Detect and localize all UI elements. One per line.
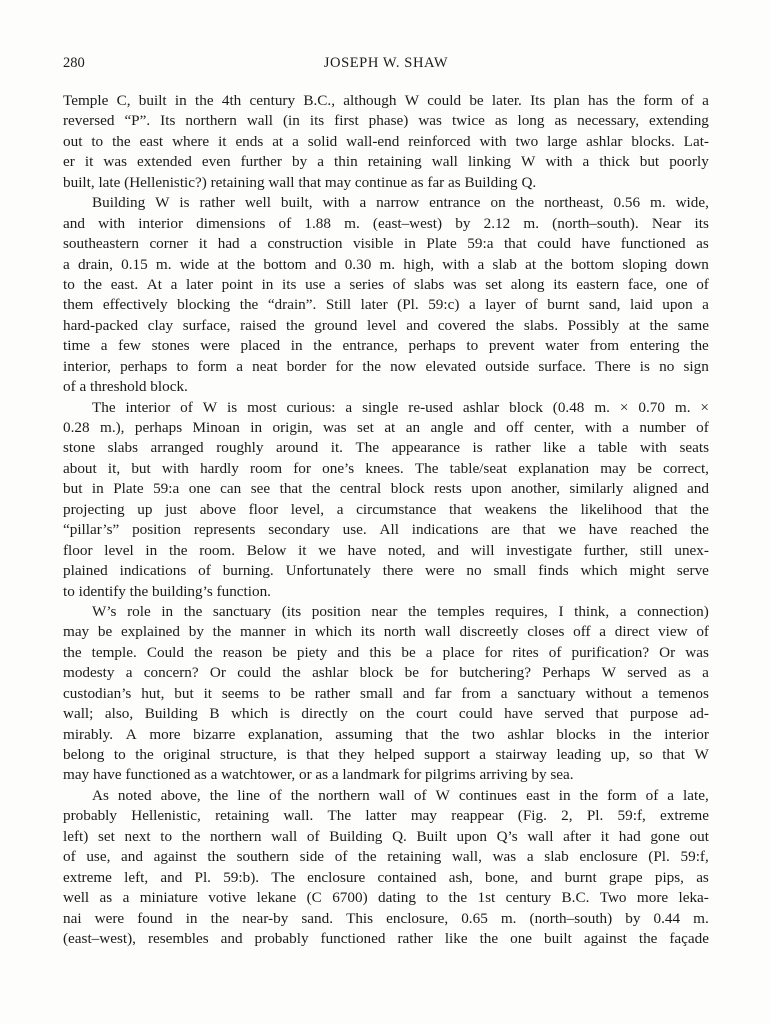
- text-line: hard-packed clay surface, raised the ground level and covered the slabs. Possibly at the same: [63, 316, 709, 334]
- text-line: a drain, 0.15 m. wide at the bottom and 0.30 m. high, with a slab at the bottom sloping down: [63, 255, 709, 273]
- text-line: mirably. A more bizarre explanation, assuming that the two ashlar blocks in the interior: [63, 725, 709, 743]
- text-line: to the east. At a later point in its use a series of slabs was set along its eastern face, one of: [63, 275, 709, 293]
- text-line: Building W is rather well built, with a narrow entrance on the northeast, 0.56 m. wide,: [92, 194, 709, 212]
- text-line: to identify the building’s function.: [63, 582, 271, 600]
- text-line: W’s role in the sanctuary (its position near the temples requires, I think, a connection): [92, 602, 709, 620]
- text-line: well as a miniature votive lekane (C 6700) dating to the 1st century B.C. Two more leka-: [63, 889, 709, 907]
- text-line: wall; also, Building B which is directly on the court could have served that purpose ad-: [63, 705, 709, 723]
- page-number: 280: [63, 55, 85, 71]
- text-line: floor level in the room. Below it we have noted, and will investigate further, still unex-: [63, 541, 709, 559]
- text-line: Temple C, built in the 4th century B.C., although W could be later. Its plan has the form of a: [63, 92, 709, 109]
- text-line: custodian’s hut, but it seems to be rather small and far from a sanctuary without a temenos: [63, 684, 709, 702]
- text-line: stone slabs arranged roughly around it. The appearance is rather like a table with seats: [63, 439, 709, 457]
- text-line: built, late (Hellenistic?) retaining wall that may continue as far as Building Q.: [63, 173, 537, 191]
- text-line: and with interior dimensions of 1.88 m. (east–west) by 2.12 m. (north–south). Near its: [63, 214, 709, 232]
- text-line: but in Plate 59:a one can see that the central block rests upon another, similarly aligned and: [63, 480, 709, 498]
- text-line: interior, perhaps to form a neat border for the now elevated outside surface. There is no sign: [63, 357, 709, 375]
- text-line: The interior of W is most curious: a single re-used ashlar block (0.48 m. × 0.70 m. ×: [92, 398, 709, 416]
- text-line: them effectively blocking the “drain”. Still later (Pl. 59:c) a layer of burnt sand, laid upon a: [63, 296, 709, 314]
- paragraph: [63, 193, 709, 397]
- text-block: [63, 91, 709, 949]
- running-head: JOSEPH W. SHAW: [323, 55, 449, 71]
- page-header: [63, 55, 709, 75]
- text-line: er it was extended even further by a thin retaining wall linking W with a thick but poorly: [63, 153, 709, 171]
- text-line: plained indications of burning. Unfortunately there were no small finds which might serve: [63, 562, 709, 580]
- text-line: As noted above, the line of the northern wall of W continues east in the form of a late,: [92, 786, 709, 804]
- text-line: about it, but with hardly room for one’s knees. The table/seat explanation may be correct,: [63, 459, 709, 477]
- text-line: left) set next to the northern wall of Building Q. Built upon Q’s wall after it had gone out: [63, 827, 709, 845]
- text-line: (east–west), resembles and probably functioned rather like the one built against the façade: [63, 929, 709, 947]
- text-line: may have functioned as a watchtower, or as a landmark for pilgrims arriving by sea.: [63, 766, 574, 784]
- text-line: southeastern corner it had a construction visible in Plate 59:a that could have functioned as: [63, 235, 709, 253]
- text-line: 0.28 m.), perhaps Minoan in origin, was set at an angle and off center, with a number of: [63, 419, 709, 436]
- text-line: belong to the original structure, is that they helped support a stairway leading up, so that W: [63, 746, 709, 763]
- text-line: of a threshold block.: [63, 378, 188, 396]
- text-line: out to the east where it ends at a solid wall-end reinforced with two large ashlar blocks. Lat-: [63, 132, 709, 150]
- paragraph: [63, 786, 709, 950]
- text-line: “pillar’s” position represents secondary use. All indications are that we have reached the: [63, 521, 709, 539]
- text-line: reversed “P”. Its northern wall (in its first phase) was twice as long as necessary, extending: [63, 112, 709, 130]
- text-line: nai were found in the near-by sand. This enclosure, 0.65 m. (north–south) by 0.44 m.: [63, 909, 709, 927]
- paragraph: [63, 91, 709, 193]
- text-line: probably Hellenistic, retaining wall. The latter may reappear (Fig. 2, Pl. 59:f, extreme: [63, 807, 709, 825]
- text-line: modesty a concern? Or could the ashlar block be for butchering? Perhaps W served as a: [63, 664, 709, 682]
- text-line: of use, and against the southern side of the retaining wall, was a slab enclosure (Pl. 59:f,: [63, 848, 709, 866]
- text-line: time a few stones were placed in the entrance, perhaps to prevent water from entering the: [63, 337, 709, 355]
- text-line: the temple. Could the reason be piety and this be a place for rites of purification? Or was: [63, 643, 709, 661]
- text-line: extreme left, and Pl. 59:b). The enclosure contained ash, bone, and burnt grape pips, as: [63, 868, 709, 886]
- paragraph: [63, 398, 709, 602]
- text-line: projecting up just above floor level, a circumstance that weakens the likelihood that the: [63, 500, 709, 518]
- paragraph: [63, 602, 709, 786]
- text-line: may be explained by the manner in which its north wall discreetly closes off a direct view of: [63, 623, 709, 641]
